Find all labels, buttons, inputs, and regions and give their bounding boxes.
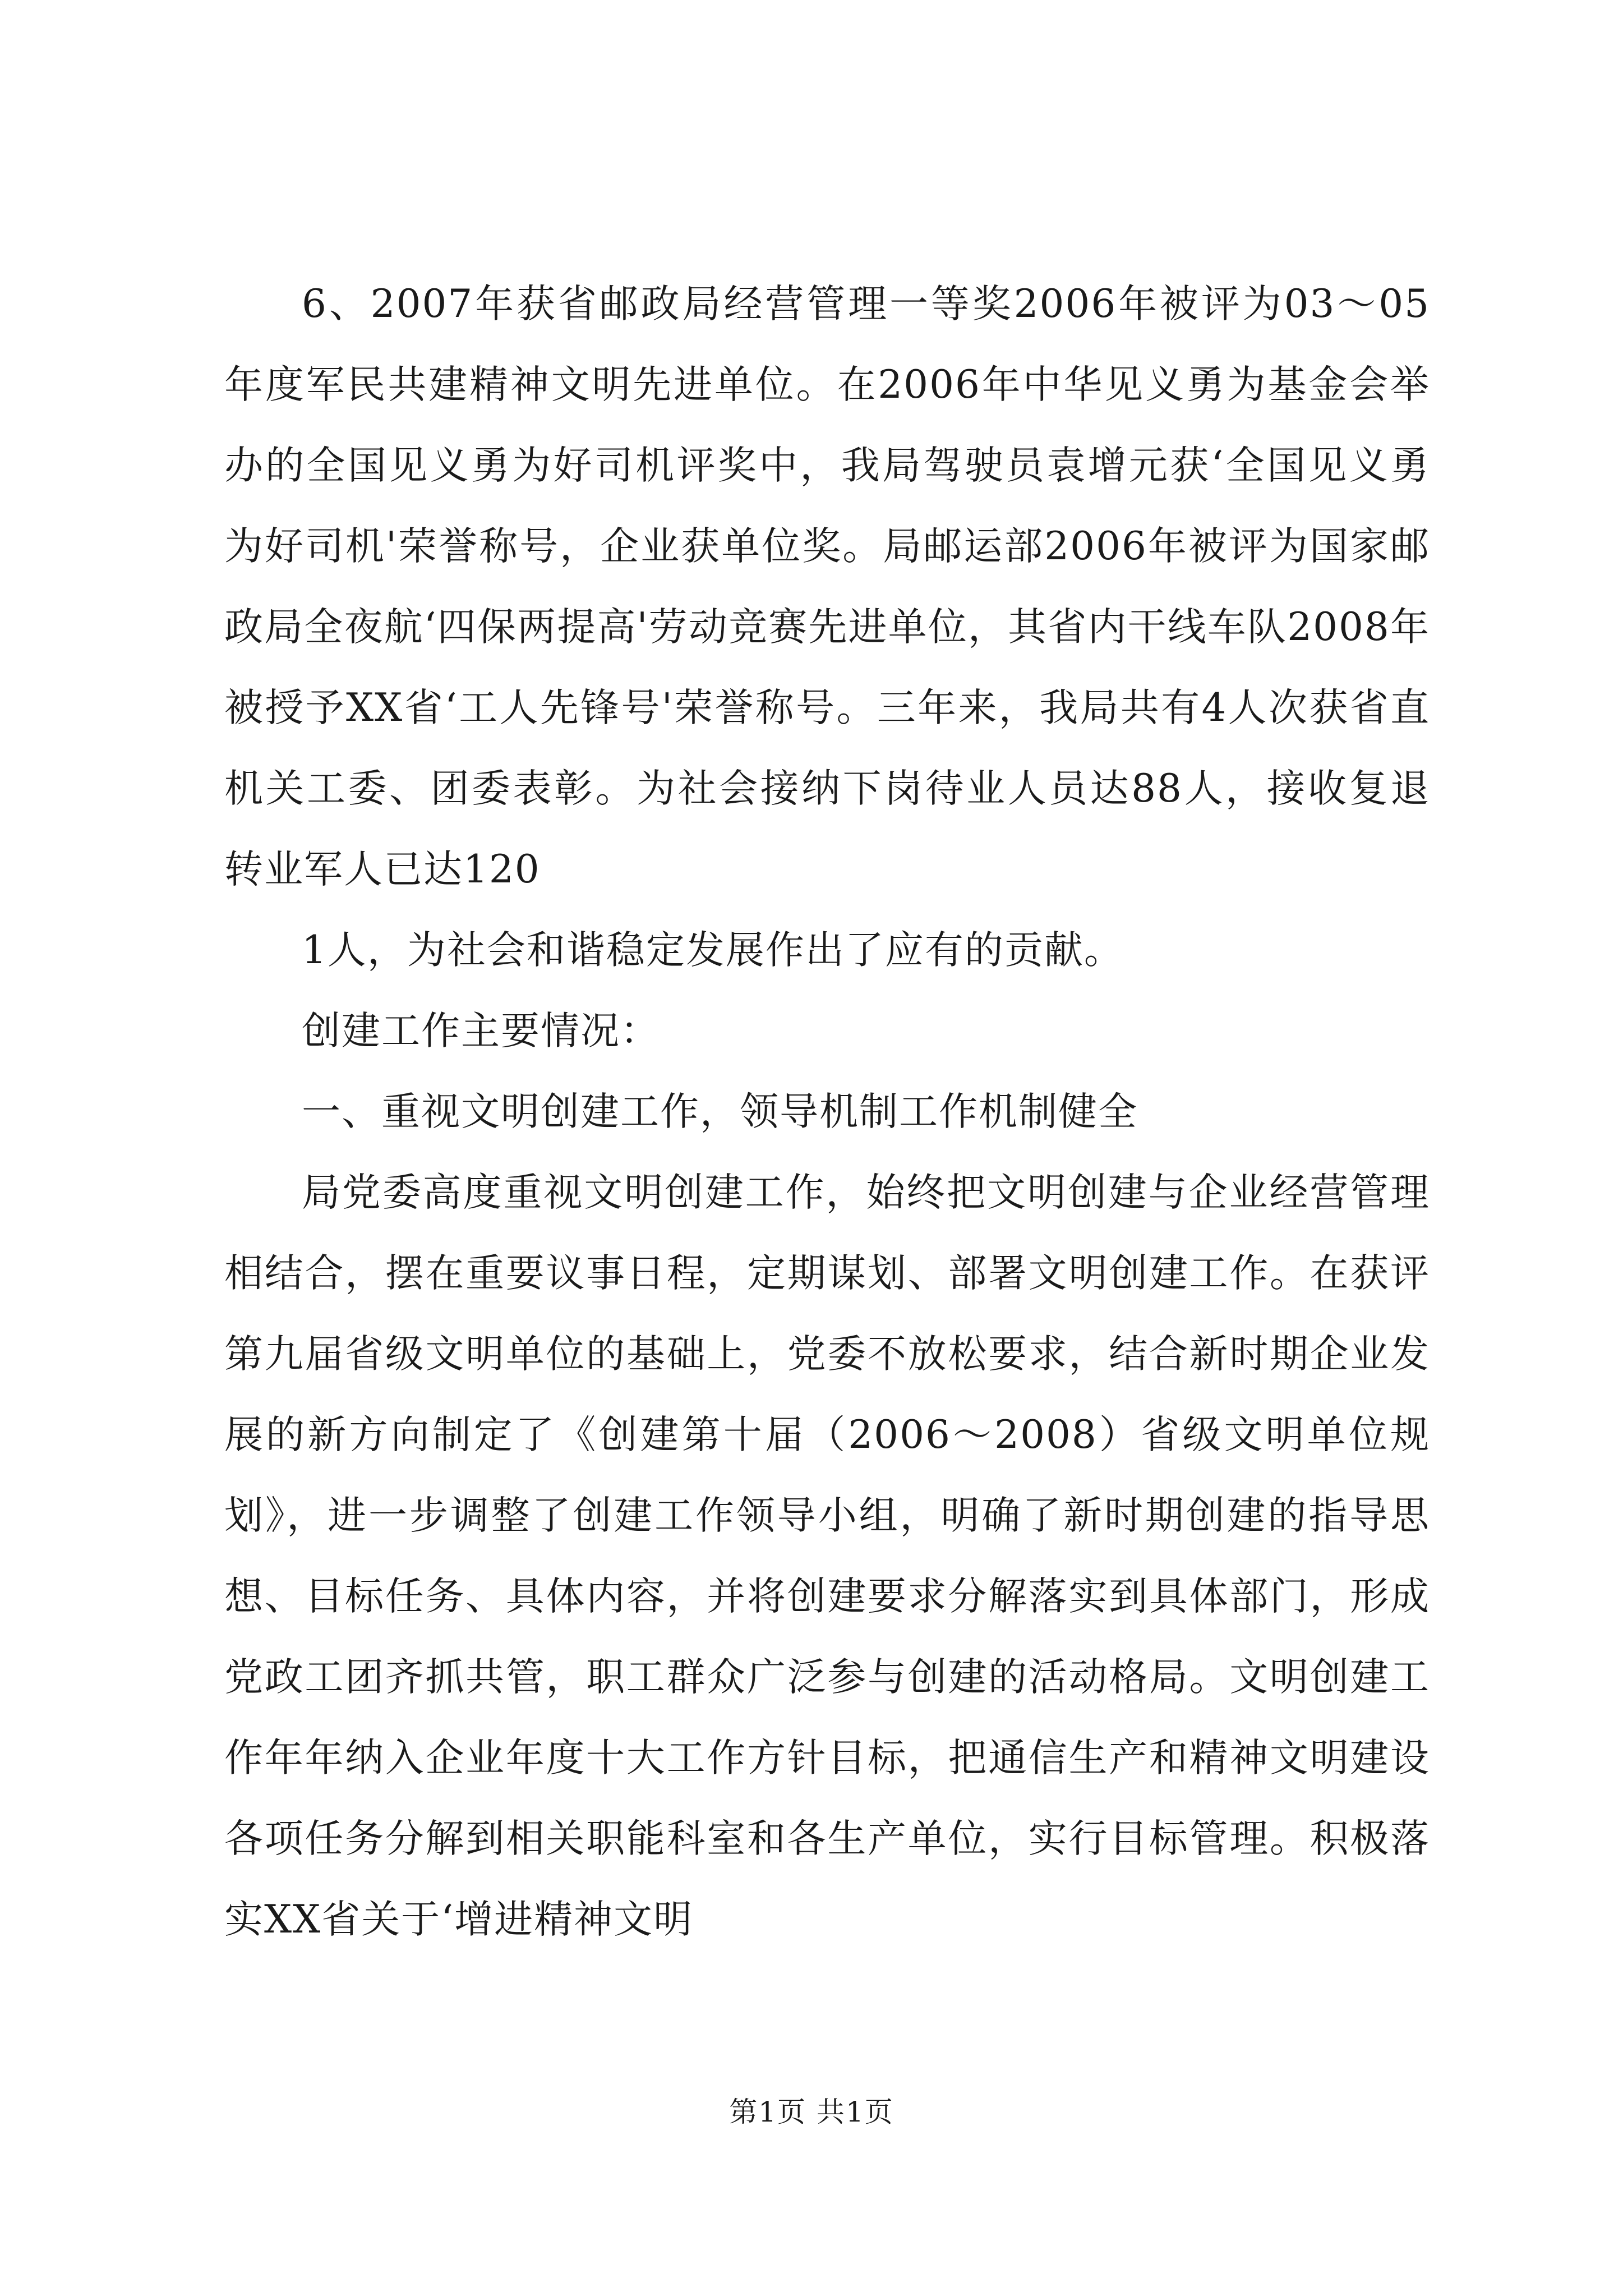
page-footer: 第1页 共1页	[729, 2096, 894, 2128]
paragraph-leadership: 局党委高度重视文明创建工作，始终把文明创建与企业经营管理相结合，摆在重要议事日程，定期谋划、部署文明创建工作。在获评第九届省级文明单位的基础上，党委不放松要求，结合新时期企业发展的新方向制定了《创建第十届（2006～2008）省级文明单位规划》，进一步调整了创建工作领导小组，明确了新时期创建的指导思想、目标任务、具体内容，并将创建要求分解落实到具体部门，形成党政工团齐抓共管，职工群众广泛参与创建的活动格局。文明创建工作年年纳入企业年度十大工作方针目标，把通信生产和精神文明建设各项任务分解到相关职能科室和各生产单位，实行目标管理。积极落实XX省关于‘增进精神文明	[224, 1170, 1430, 1942]
document-body	[224, 264, 1430, 1960]
paragraph-awards: 6、2007年获省邮政局经营管理一等奖2006年被评为03～05年度军民共建精神文明先进单位。在2006年中华见义勇为基金会举办的全国见义勇为好司机评奖中，我局驾驶员袁增元获‘全国见义勇为好司机'荣誉称号，企业获单位奖。局邮运部2006年被评为国家邮政局全夜航‘四保两提高'劳动竞赛先进单位，其省内干线车队2008年被授予XX省‘工人先锋号'荣誉称号。三年来，我局共有4人次获省直机关工委、团委表彰。为社会接纳下岗待业人员达88人，接收复退转业军人已达120	[224, 282, 1430, 892]
paragraph-contribution: 1人，为社会和谐稳定发展作出了应有的贡献。	[302, 928, 1124, 973]
section-intro: 创建工作主要情况：	[302, 1009, 660, 1053]
section-heading-1: 一、重视文明创建工作，领导机制工作机制健全	[302, 1089, 1138, 1134]
